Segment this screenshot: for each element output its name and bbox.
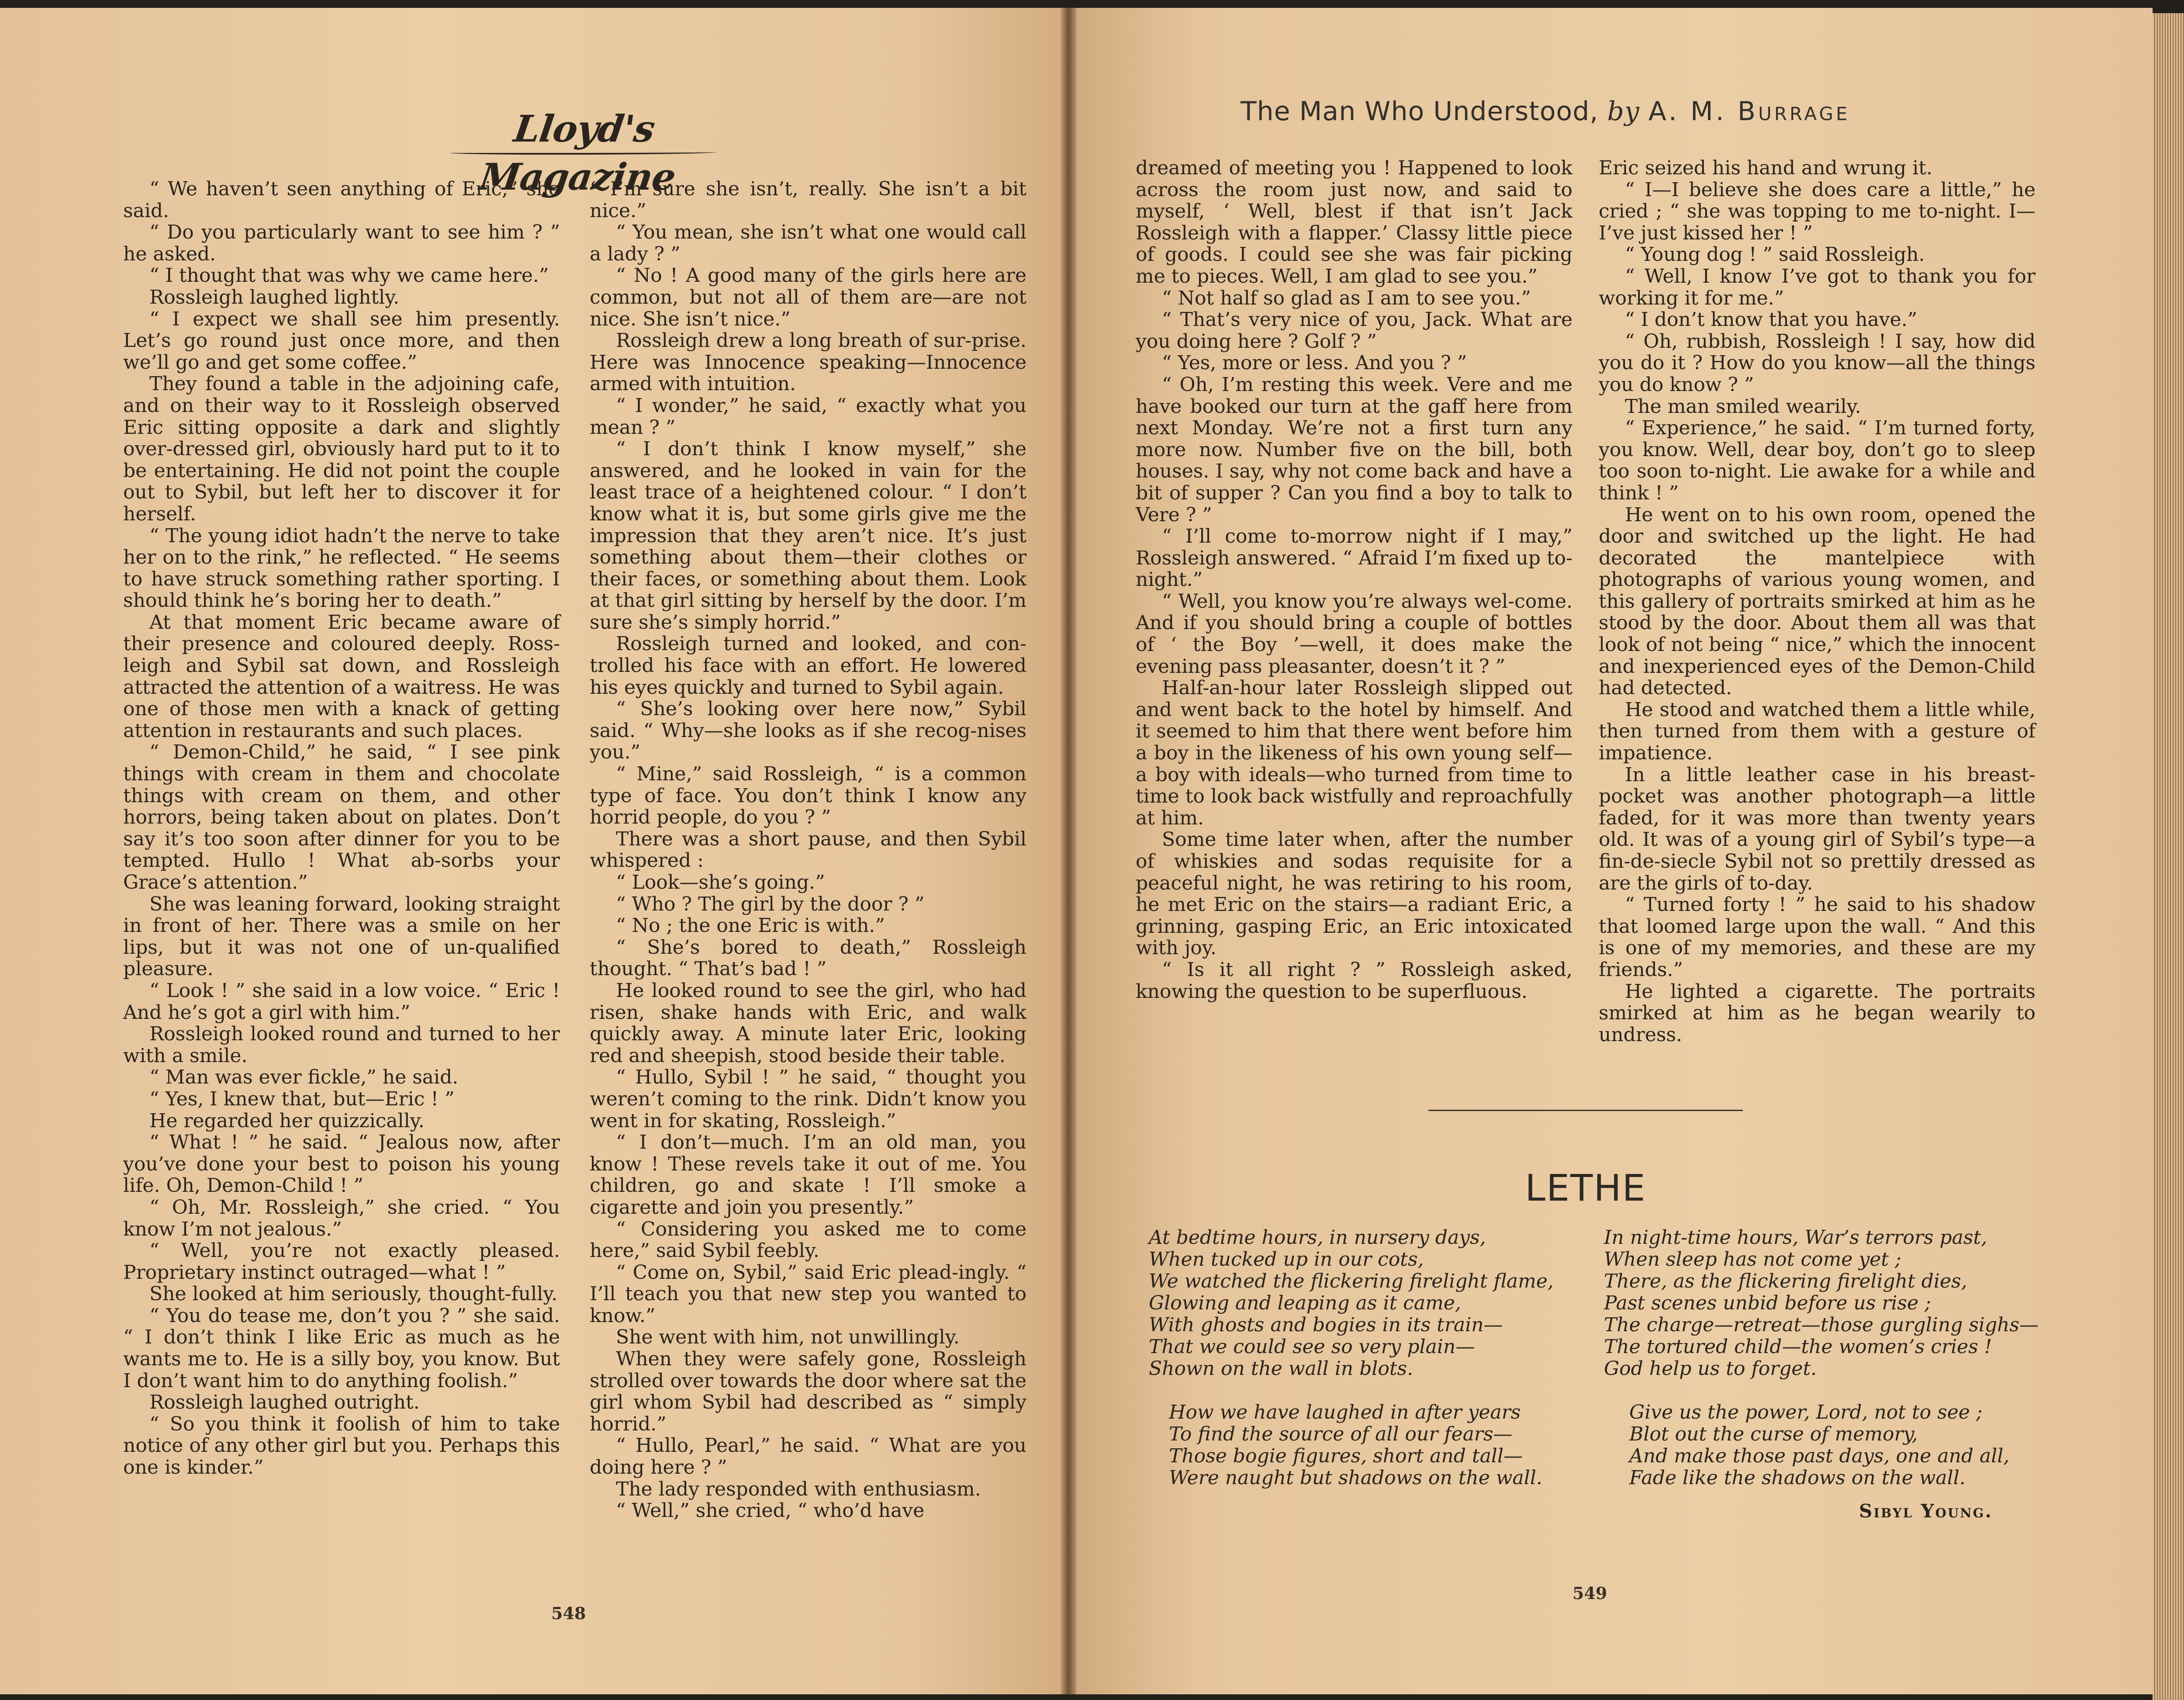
paragraph: “ Man was ever fickle,” he said.	[149, 1066, 459, 1089]
poem-line: Shown on the wall in blots.	[1149, 1357, 1413, 1380]
paragraph: “ I don’t think I know myself,” she answered, and he looked in vain for the least trace of a heightened colour. “ I don’t know what it is, but some girls give me the impression that they aren’t nice. It’s just something about them—their clothes or their faces, or something about them. Look at that girl sitting by herself by the door. I’m sure she’s simply horrid.”	[590, 438, 1026, 634]
paragraph: “ Demon-Child,” he said, “ I see pink things with cream in them and chocolate things with cream on them, and other horrors, being taken about on plates. Don’t say it’s too soon after dinner for you to be tempted. Hullo ! What ab-sorbs your Grace’s attention.”	[123, 741, 560, 893]
page-number-left: 548	[551, 1603, 586, 1623]
poem-line: Blot out the curse of memory,	[1629, 1423, 1918, 1445]
paragraph: “ Not half so glad as I am to see you.”	[1162, 287, 1531, 309]
poem-line: When tucked up in our cots,	[1149, 1248, 1424, 1271]
paragraph: Rossleigh looked round and turned to her with a smile.	[123, 1023, 560, 1067]
poem-line: At bedtime hours, in nursery days,	[1149, 1226, 1486, 1249]
paragraph: “ Turned forty ! ” he said to his shadow that loomed large upon the wall. “ And this is one of my memories, and these are my friends.”	[1599, 893, 2035, 981]
paragraph: “ Experience,” he said. “ I’m turned forty, you know. Well, dear boy, don’t go to sleep too soon to-night. Lie awake for a while and think ! ”	[1599, 417, 2035, 504]
paragraph: “ Mine,” said Rossleigh, “ is a common type of face. You don’t think I know any horrid people, do you ? ”	[590, 763, 1026, 829]
paragraph: “ She’s bored to death,” Rossleigh thought. “ That’s bad ! ”	[590, 936, 1026, 980]
paragraph: “ Yes, more or less. And you ? ”	[1162, 352, 1467, 374]
paragraph: “ Who ? The girl by the door ? ”	[616, 893, 925, 915]
paragraph: “ Well, you know you’re always wel-come. And if you should bring a couple of bottles of ‘ the Boy ’—well, it does make the evening pass pleasanter, doesn’t it ? ”	[1136, 590, 1572, 678]
poem-line: That we could see so very plain—	[1149, 1336, 1475, 1358]
poem-line: Past scenes unbid before us rise ;	[1604, 1292, 1931, 1314]
poem-stanza	[1169, 1402, 1542, 1489]
poem-line: God help us to forget.	[1604, 1357, 1817, 1380]
paragraph: “ Yes, I knew that, but—Eric ! ”	[149, 1087, 455, 1110]
paragraph: “ Hullo, Sybil ! ” he said, “ thought you weren’t coming to the rink. Didn’t know you went in for skating, Rossleigh.”	[590, 1066, 1026, 1132]
paragraph: In a little leather case in his breast-pocket was another photograph—a little faded, for it was more than twenty years old. It was of a young girl of Sybil’s type—a fin-de-siecle Sybil not so prettily dressed as are the girls of to-day.	[1599, 763, 2035, 894]
paragraph: “ Look—she’s going.”	[616, 871, 825, 893]
paragraph: He looked round to see the girl, who had risen, shake hands with Eric, and walk quickly away. A minute later Eric, looking red and sheepish, stood beside their table.	[590, 979, 1026, 1067]
paragraph: Eric seized his hand and wrung it.	[1599, 157, 1932, 179]
page-number-right: 549	[1572, 1583, 1607, 1603]
paragraph: “ I’ll come to-morrow night if I may,” Rossleigh answered. “ Afraid I’m fixed up to-night.”	[1136, 525, 1572, 591]
paragraph: “ Is it all right ? ” Rossleigh asked, knowing the question to be superfluous.	[1136, 958, 1572, 1003]
poem-author: Sibyl Young.	[1859, 1500, 1993, 1522]
paragraph: The man smiled wearily.	[1625, 395, 1861, 418]
paragraph: “ You mean, she isn’t what one would call a lady ? ”	[590, 221, 1026, 265]
paragraph: “ Oh, rubbish, Rossleigh ! I say, how did you do it ? How do you know—all the things you do know ? ”	[1599, 330, 2035, 396]
paragraph: Rossleigh drew a long breath of sur-prise. Here was Innocence speaking—Innocence armed with intuition.	[590, 329, 1026, 395]
text-column-right-1	[1136, 157, 1572, 1002]
paragraph: “ The young idiot hadn’t the nerve to take her on to the rink,” he reflected. “ He seems to have struck something rather sporting. I should think he’s boring her to death.”	[123, 524, 560, 612]
paragraph: At that moment Eric became aware of their presence and coloured deeply. Ross-leigh and Sybil sat down, and Rossleigh attracted the attention of a waitress. He was one of those men with a knack of getting attention in restaurants and such places.	[123, 611, 560, 742]
paragraph: “ We haven’t seen anything of Eric,” she said.	[123, 178, 560, 222]
paragraph: “ I’m sure she isn’t, really. She isn’t a bit nice.”	[590, 178, 1026, 222]
poem-line: How we have laughed in after years	[1169, 1401, 1521, 1423]
paragraph: “ I expect we shall see him presently. Let’s go round just once more, and then we’ll go and get some coffee.”	[123, 308, 560, 374]
poem-line: To find the source of all our fears—	[1169, 1423, 1513, 1445]
paragraph: “ I thought that was why we came here.”	[149, 264, 549, 287]
book-gutter	[1061, 8, 1076, 1694]
paragraph: Rossleigh turned and looked, and con-trolled his face with an effort. He lowered his eyes quickly and turned to Sybil again.	[590, 633, 1026, 699]
poem-line: We watched the flickering firelight flame,	[1149, 1270, 1554, 1292]
section-divider	[1428, 1110, 1743, 1111]
paragraph: dreamed of meeting you ! Happened to look across the room just now, and said to myself, ‘ Well, blest if that isn’t Jack Rossleigh with a flapper.’ Classy little piece of goods. I could see she was fair picking me to pieces. Well, I am glad to see you.”	[1136, 157, 1572, 287]
paragraph: The lady responded with enthusiasm.	[616, 1478, 981, 1500]
paragraph: Half-an-hour later Rossleigh slipped out and went back to the hotel by himself. And it seemed to him that there went before him a boy in the likeness of his own young self—a boy with ideals—who turned from time to time to look back wistfully and reproachfully at him.	[1136, 677, 1572, 829]
paragraph: “ You do tease me, don’t you ? ” she said. “ I don’t think I like Eric as much as he wants me to. He is a silly boy, you know. But I don’t want him to do anything foolish.”	[123, 1304, 560, 1392]
poem-line: Glowing and leaping as it came,	[1149, 1292, 1461, 1314]
poem-stanza	[1629, 1402, 2009, 1489]
poem-line: And make those past days, one and all,	[1629, 1445, 2010, 1467]
poem-stanza	[1149, 1227, 1554, 1380]
paragraph: “ What ! ” he said. “ Jealous now, after you’ve done your best to poison his young life. Oh, Demon-Child ! ”	[123, 1131, 560, 1197]
poem-line: With ghosts and bogies in its train—	[1149, 1314, 1503, 1336]
text-column-left-2	[590, 178, 1026, 1522]
paragraph: There was a short pause, and then Sybil whispered :	[590, 827, 1026, 872]
paragraph: “ Well, I know I’ve got to thank you for working it for me.”	[1599, 265, 2035, 309]
story-title: The Man Who Understood,	[1241, 96, 1599, 127]
paragraph: She went with him, not unwillingly.	[616, 1326, 960, 1349]
paragraph: She looked at him seriously, thought-fully.	[149, 1283, 558, 1305]
paragraph: “ She’s looking over here now,” Sybil said. “ Why—she looks as if she recog-nises you.”	[590, 698, 1026, 764]
poem-line: Give us the power, Lord, not to see ;	[1629, 1401, 1983, 1423]
poem-line: Those bogie figures, short and tall—	[1169, 1445, 1523, 1467]
paragraph: “ Oh, I’m resting this week. Vere and me have booked our turn at the gaff here from next Monday. We’re not a first turn any more now. Number five on the bill, both houses. I say, why not come back and have a bit of supper ? Can you find a boy to talk to Vere ? ”	[1136, 373, 1572, 526]
paragraph: “ Young dog ! ” said Rossleigh.	[1625, 243, 1925, 266]
paragraph: “ Well,” she cried, “ who’d have	[616, 1499, 925, 1522]
paragraph: “ I don’t know that you have.”	[1625, 308, 1918, 331]
paragraph: “ Considering you asked me to come here,” said Sybil feebly.	[590, 1218, 1026, 1262]
poem-title: LETHE	[1525, 1167, 1646, 1209]
paragraph: “ Hullo, Pearl,” he said. “ What are you doing here ? ”	[590, 1434, 1026, 1479]
paragraph: They found a table in the adjoining cafe, and on their way to it Rossleigh observed Eric sitting opposite a dark and slightly over-dressed girl, obviously hard put to it to be entertaining. He did not point the couple out to Sybil, but left her to discover it for herself.	[123, 373, 560, 525]
paragraph: “ Look ! ” she said in a low voice. “ Eric ! And he’s got a girl with him.”	[123, 979, 560, 1024]
running-head	[1241, 96, 1939, 127]
paragraph: “ Oh, Mr. Rossleigh,” she cried. “ You know I’m not jealous.”	[123, 1196, 560, 1240]
masthead-title: Lloyd's Magazine	[477, 107, 678, 198]
paragraph: “ No ; the one Eric is with.”	[616, 914, 885, 937]
paragraph: “ I wonder,” he said, “ exactly what you mean ? ”	[590, 394, 1026, 439]
poem-line: There, as the flickering firelight dies,	[1604, 1270, 1967, 1292]
paragraph: He regarded her quizzically.	[149, 1109, 425, 1132]
poem-line: The tortured child—the women’s cries !	[1604, 1336, 1992, 1358]
paragraph: Rossleigh laughed lightly.	[149, 286, 400, 308]
paragraph: “ I—I believe she does care a little,” he cried ; “ she was topping to me to-night. I—I’ve just kissed her ! ”	[1599, 178, 2035, 244]
poem-line: When sleep has not come yet ;	[1604, 1248, 1901, 1271]
poem-line: In night-time hours, War’s terrors past,	[1604, 1226, 1987, 1249]
paragraph: He stood and watched them a little while, then turned from them with a gesture of impatience.	[1599, 698, 2035, 765]
poem-stanza	[1604, 1227, 2039, 1380]
text-column-right-2	[1599, 157, 2035, 1046]
poem-line: The charge—retreat—those gurgling sighs—	[1604, 1314, 2039, 1336]
poem-line: Were naught but shadows on the wall.	[1169, 1467, 1542, 1489]
paragraph: “ Do you particularly want to see him ? ” he asked.	[123, 221, 560, 265]
text-column-left-1	[123, 178, 560, 1478]
page-edge	[2153, 13, 2184, 1700]
paragraph: She was leaning forward, looking straight in front of her. There was a smile on her lips, but it was not one of un-qualified pleasure.	[123, 893, 560, 980]
paragraph: “ So you think it foolish of him to take notice of any other girl but you. Perhaps this one is kinder.”	[123, 1413, 560, 1479]
paragraph: “ I don’t—much. I’m an old man, you know ! These revels take it out of me. You children, go and skate ! I’ll smoke a cigarette and join you presently.”	[590, 1131, 1026, 1219]
paragraph: “ Well, you’re not exactly pleased. Proprietary instinct outraged—what ! ”	[123, 1240, 560, 1284]
paragraph: “ Come on, Sybil,” said Eric plead-ingly. “ I’ll teach you that new step you wanted to know.”	[590, 1261, 1026, 1327]
story-author: A. M. Burrage	[1648, 96, 1850, 127]
paragraph: Some time later when, after the number of whiskies and sodas requisite for a peaceful night, he was retiring to his room, he met Eric on the stairs—a radiant Eric, a grinning, gasping Eric, an Eric intoxicated with joy.	[1136, 828, 1572, 959]
paragraph: Rossleigh laughed outright.	[149, 1391, 420, 1414]
paragraph: When they were safely gone, Rossleigh strolled over towards the door where sat the girl whom Sybil had described as “ simply horrid.”	[590, 1348, 1026, 1435]
byline-by: by	[1607, 96, 1640, 127]
paragraph: He went on to his own room, opened the door and switched up the light. He had decorated the mantelpiece with photographs of various young women, and this gallery of portraits smirked at him as he stood by the door. About them all was that look of not being “ nice,” which the innocent and inexperienced eyes of the Demon-Child had detected.	[1599, 503, 2035, 699]
magazine-masthead	[441, 105, 721, 198]
poem-line: Fade like the shadows on the wall.	[1629, 1467, 1966, 1489]
paragraph: “ That’s very nice of you, Jack. What are you doing here ? Golf ? ”	[1136, 308, 1572, 353]
paragraph: He lighted a cigarette. The portraits smirked at him as he began wearily to undress.	[1599, 980, 2035, 1046]
paragraph: “ No ! A good many of the girls here are common, but not all of them are—are not nice. She isn’t nice.”	[590, 264, 1026, 330]
